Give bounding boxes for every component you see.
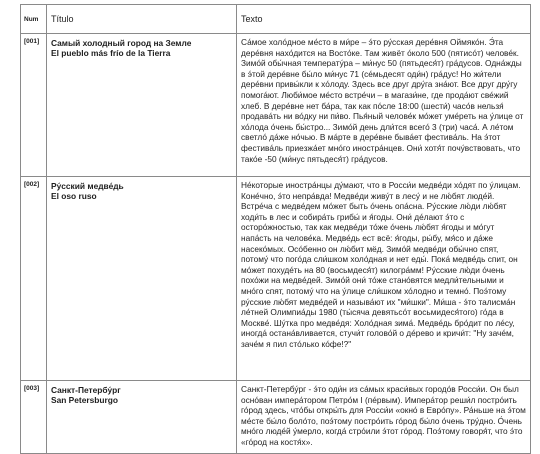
row-title xyxy=(47,381,237,454)
title-spanish: El pueblo más frío de la Tierra xyxy=(51,48,171,58)
column-header-text: Texto xyxy=(237,5,531,34)
title-spanish: San Petersburgo xyxy=(51,395,119,405)
row-number: [002] xyxy=(21,177,47,381)
column-header-num: Num xyxy=(21,5,47,34)
title-russian: Ру́сский медве́дь xyxy=(51,181,124,191)
table-row xyxy=(21,177,531,381)
row-number: [001] xyxy=(21,34,47,177)
table-row xyxy=(21,34,531,177)
row-title xyxy=(47,34,237,177)
title-russian: Санкт-Петербу́рг xyxy=(51,385,121,395)
table-row xyxy=(21,381,531,454)
row-title xyxy=(47,177,237,381)
row-text: Не́которые иностра́нцы ду́мают, что в Росси́и медве́ди хо́дят по у́лицам. Коне́чно, э́то непра́вда! Медве́ди живу́т в лесу́ и не лю́бят люде́й. Встре́ча с медве́дем мо́жет быть о́чень опа́сна. Ру́сские лю́ди лю́бят ходи́ть в лес и собира́ть грибы́ и я́годы. Они́ де́лают э́то с осторо́жностью, так как медве́ди то́же о́чень лю́бят я́годы и мо́гут напа́сть на челове́ка. Медве́дь ест всё: я́годы, ры́бу, мя́со и да́же насеко́мых. Осо́бенно он лю́бит мёд. Зимо́й медве́ди обы́чно спят, потому́ что пого́да сли́шком холо́дная и нет еды́. Пока́ медве́дь спит, он мо́жет похуде́ть на 80 (восьмдеся́т) килогра́мм! Ру́сские лю́ди о́чень похо́жи на медве́дей. Зимо́й они́ то́же стано́вятся медли́тельными и мно́го спят, потому́ что на у́лице сли́шком хо́лодно и темно́. Поэ́тому ру́сские лю́бят медве́дей и называ́ют их "ми́шки". Ми́ша - э́то талисма́н ле́тней Олимпиа́ды 1980 (ты́сяча девятьсо́т восьмидеся́того) го́да в Москве́. Шу́тка про медве́дя: Холо́дная зима́. Медве́дь бро́дит по ле́су, иногда́ остана́вливается, стучи́т голово́й о де́рево и кричи́т: "Ну заче́м, заче́м я пил сто́лько ко́фе!?" xyxy=(237,177,531,381)
column-header-title: Título xyxy=(47,5,237,34)
title-spanish: El oso ruso xyxy=(51,191,97,201)
table-header-row xyxy=(21,5,531,34)
row-text: Санкт-Петербу́рг - э́то оди́н из са́мых краси́вых городо́в Росси́и. Он был осно́ван импера́тором Петро́м I (пе́рвым). Импера́тор реши́л постро́ить го́род здесь, что́бы откры́ть для Росси́и «окно́ в Евро́пу». Ра́ньше на э́том ме́сте бы́ло боло́то, поэ́тому постро́ить го́род бы́ло о́чень тру́дно. О́чень мно́го люде́й у́мерло, когда́ стро́или э́тот го́род. Поэ́тому говоря́т, что э́то «го́род на костя́х». xyxy=(237,381,531,454)
title-russian: Самый холодный город на Земле xyxy=(51,38,192,48)
document-page xyxy=(20,4,530,454)
row-number: [003] xyxy=(21,381,47,454)
texts-table xyxy=(20,4,531,454)
row-text: Са́мое холо́дное ме́сто в ми́ре – э́то ру́сская дере́вня Оймяко́н. Э́та дере́вня нахо́дится на Восто́ке. Там живёт о́коло 500 (пятисо́т) челове́к. Зимо́й обы́чная температу́ра – ми́нус 50 (пятьдеся́т) гра́дусов. Одна́жды в э́той дере́вне бы́ло ми́нус 71 (се́мьдесят оди́н) гра́дус! Но жи́тели дере́вни привы́кли к хо́лоду. Здесь все друг дру́га зна́ют. Все друг дру́гу помога́ют. Люби́мое ме́сто встре́чи – в магази́не, где прода́ют све́жий хлеб. В дере́вне нет ба́ра, так как по́сле 18:00 (шести́) часо́в нельзя́ продава́ть ни во́дку ни пи́во. Пья́ный челове́к мо́жет уме́реть на у́лице от хо́лода о́чень бы́стро... Зимо́й день дли́тся всего́ 3 (три) часа́. А ле́том светло́ да́же но́чью. В ма́рте в дере́вне быва́ет фестива́ль. На э́тот фестива́ль приезжа́ет мно́го иностра́нцев. Они́ хотя́т почу́вствовать, что тако́е -50 (ми́нус пятьдеся́т) гра́дусов. xyxy=(237,34,531,177)
